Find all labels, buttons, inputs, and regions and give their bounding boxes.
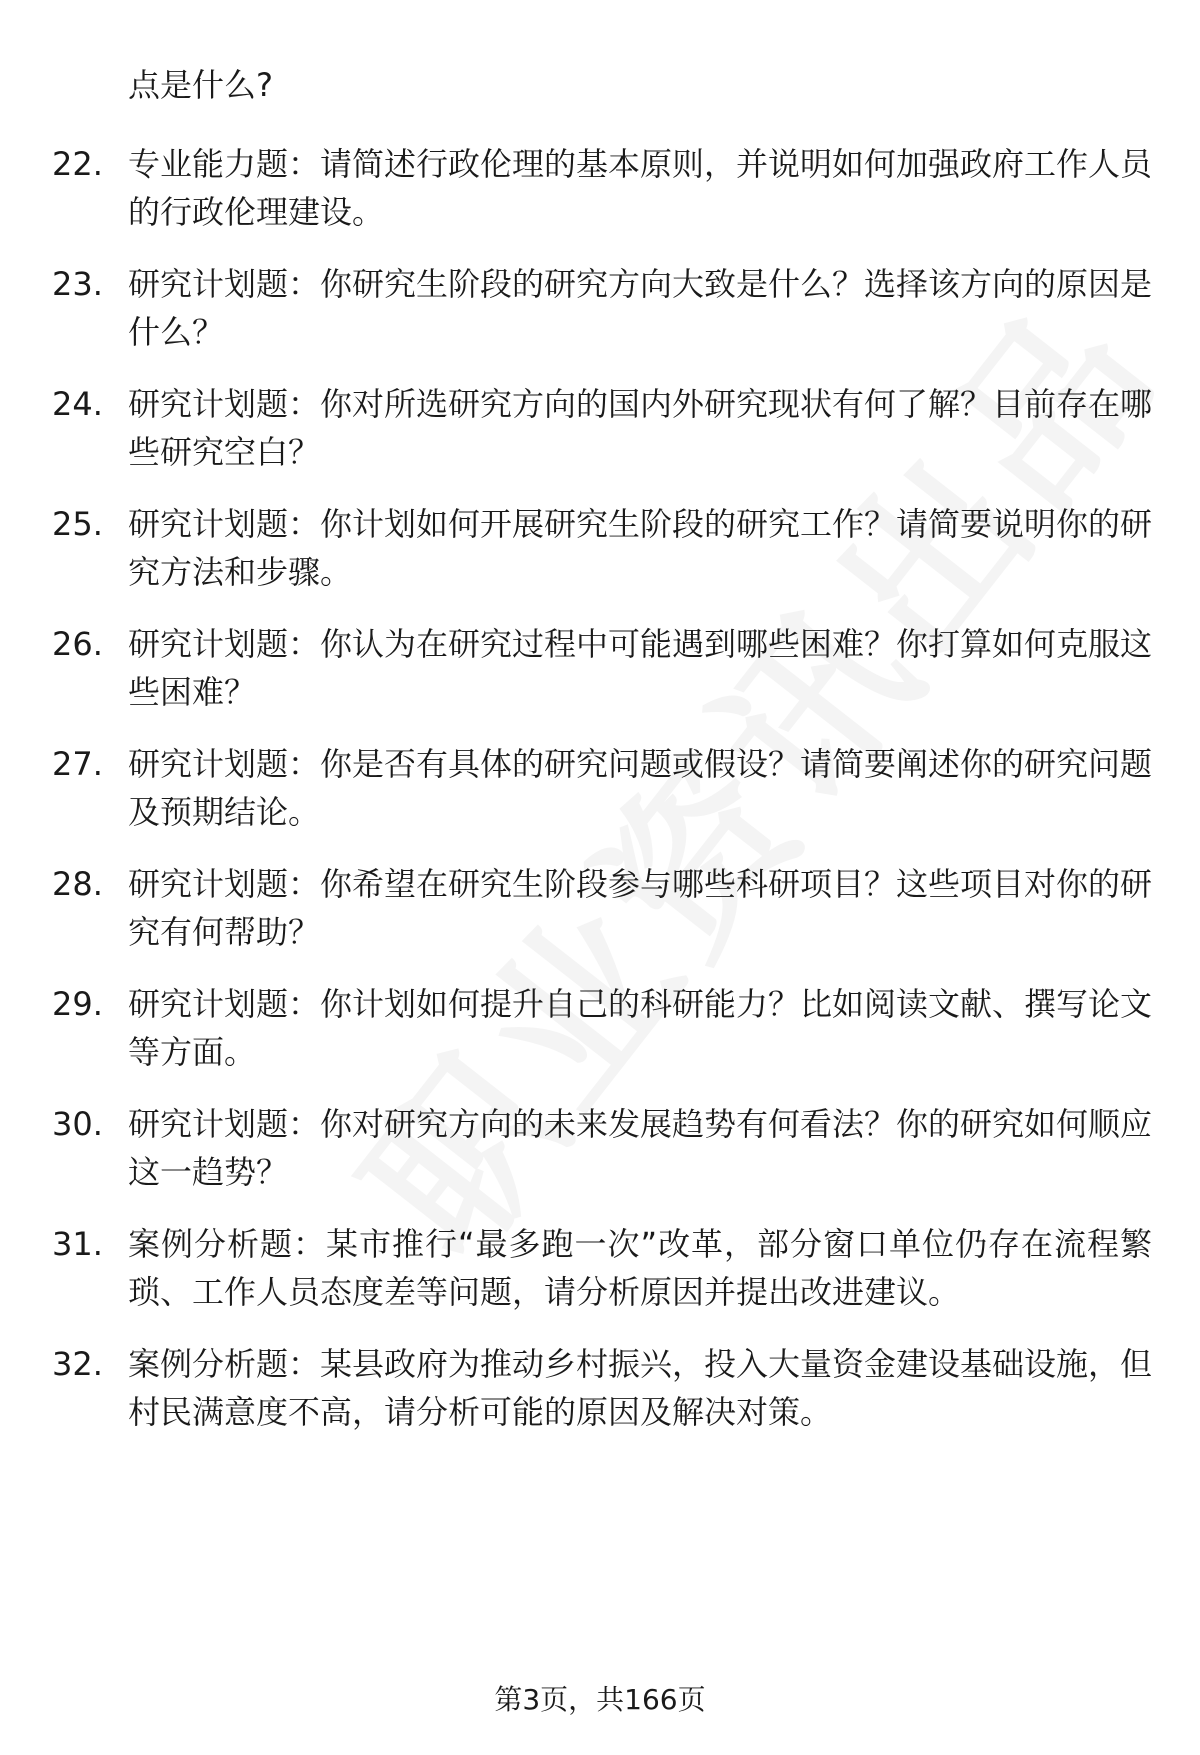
question-text: 研究计划题：你研究生阶段的研究方向大致是什么？选择该方向的原因是什么？ — [128, 265, 1153, 351]
question-item — [52, 620, 1152, 716]
page-number-footer: 第3页，共166页 — [494, 1683, 706, 1716]
question-number: 26. — [52, 625, 103, 663]
question-number: 24. — [52, 385, 103, 423]
question-text: 专业能力题：请简述行政伦理的基本原则，并说明如何加强政府工作人员的行政伦理建设。 — [128, 145, 1153, 231]
question-number: 31. — [52, 1225, 103, 1263]
question-number: 25. — [52, 505, 103, 543]
question-number: 23. — [52, 265, 103, 303]
question-item — [52, 140, 1152, 236]
question-item — [52, 1340, 1152, 1436]
question-number: 30. — [52, 1105, 103, 1143]
question-item — [52, 500, 1152, 596]
question-text: 研究计划题：你计划如何开展研究生阶段的研究工作？请简要说明你的研究方法和步骤。 — [128, 505, 1153, 591]
question-text: 研究计划题：你计划如何提升自己的科研能力？比如阅读文献、撰写论文等方面。 — [128, 985, 1153, 1071]
question-list — [52, 140, 1152, 1460]
question-item — [52, 260, 1152, 356]
question-number: 28. — [52, 865, 103, 903]
question-number: 27. — [52, 745, 103, 783]
question-item — [52, 1100, 1152, 1196]
question-item — [52, 980, 1152, 1076]
question-item — [52, 1220, 1152, 1316]
question-item — [52, 380, 1152, 476]
question-text: 研究计划题：你对研究方向的未来发展趋势有何看法？你的研究如何顺应这一趋势？ — [128, 1105, 1153, 1191]
question-number: 32. — [52, 1345, 103, 1383]
question-number: 22. — [52, 145, 103, 183]
question-text: 案例分析题：某县政府为推动乡村振兴，投入大量资金建设基础设施，但村民满意度不高，请分析可能的原因及解决对策。 — [128, 1345, 1153, 1431]
question-text: 研究计划题：你是否有具体的研究问题或假设？请简要阐述你的研究问题及预期结论。 — [128, 745, 1153, 831]
question-text: 案例分析题：某市推行“最多跑一次”改革，部分窗口单位仍存在流程繁琐、工作人员态度差等问题，请分析原因并提出改进建议。 — [128, 1225, 1152, 1311]
question-continuation: 点是什么? — [128, 66, 273, 104]
question-text: 研究计划题：你认为在研究过程中可能遇到哪些困难？你打算如何克服这些困难？ — [128, 625, 1153, 711]
question-number: 29. — [52, 985, 103, 1023]
question-text: 研究计划题：你希望在研究生阶段参与哪些科研项目？这些项目对你的研究有何帮助？ — [128, 865, 1153, 951]
question-item — [52, 740, 1152, 836]
question-item — [52, 860, 1152, 956]
question-text: 研究计划题：你对所选研究方向的国内外研究现状有何了解？目前存在哪些研究空白？ — [128, 385, 1153, 471]
